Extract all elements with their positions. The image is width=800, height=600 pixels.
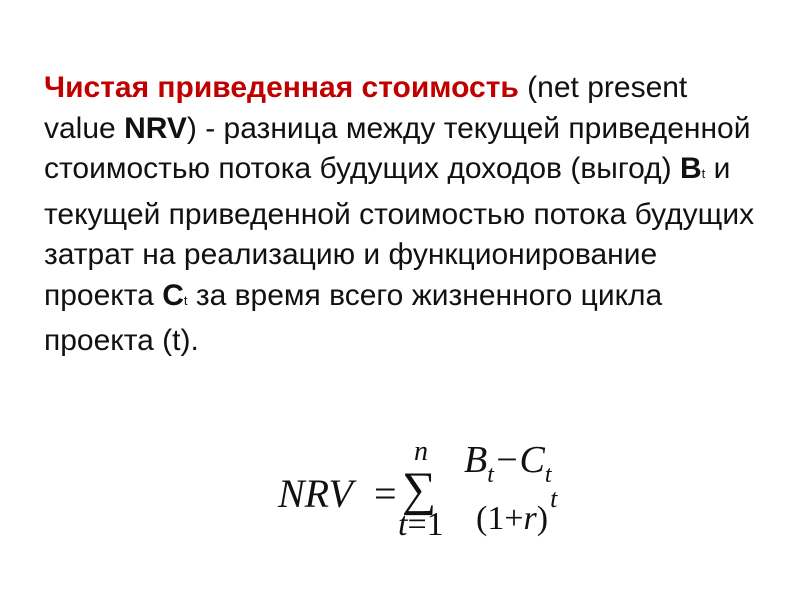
formula-numerator [464,438,552,488]
benefits-letter: B [679,152,702,185]
sum-upper-limit: n [414,436,428,467]
definition-paragraph [44,68,764,362]
term-highlight: Чистая приведенная стоимость [44,71,519,104]
formula-lhs: NRV [278,471,353,516]
denominator-r: r [523,500,537,537]
sigma-symbol: ∑ [402,463,437,516]
definition-part2: и текущей приведенной стоимостью потока будущих затрат на реализацию и функционирование проекта [44,152,755,312]
lower-limit-var: t [398,506,408,543]
lower-limit-value: =1 [407,506,444,543]
denominator-close: ) [536,500,549,537]
formula-denominator [476,484,558,538]
numerator-c-sub: t [544,462,552,488]
numerator-b: B [464,439,488,481]
numerator-b-sub: t [487,462,494,488]
costs-letter: C [162,278,184,312]
definition-part1: ) - разница между текущей приведенной стоимостью потока будущих доходов (выгод) [44,111,751,185]
costs-subscript: t [183,292,188,308]
benefits-symbol [680,152,705,185]
formula-equals: = [374,471,397,516]
denominator-exponent: t [550,484,558,513]
costs-symbol [162,279,187,312]
numerator-minus-c: −C [493,439,545,481]
paren-open-text: (net present value [44,71,688,145]
abbr-nrv: NRV [124,111,187,145]
denominator-open: (1+ [476,500,524,537]
npv-formula [268,436,608,552]
benefits-subscript: t [701,166,706,181]
definition-part3: за время всего жизненного цикла проекта (t). [44,278,663,357]
sum-lower-limit [398,506,444,544]
